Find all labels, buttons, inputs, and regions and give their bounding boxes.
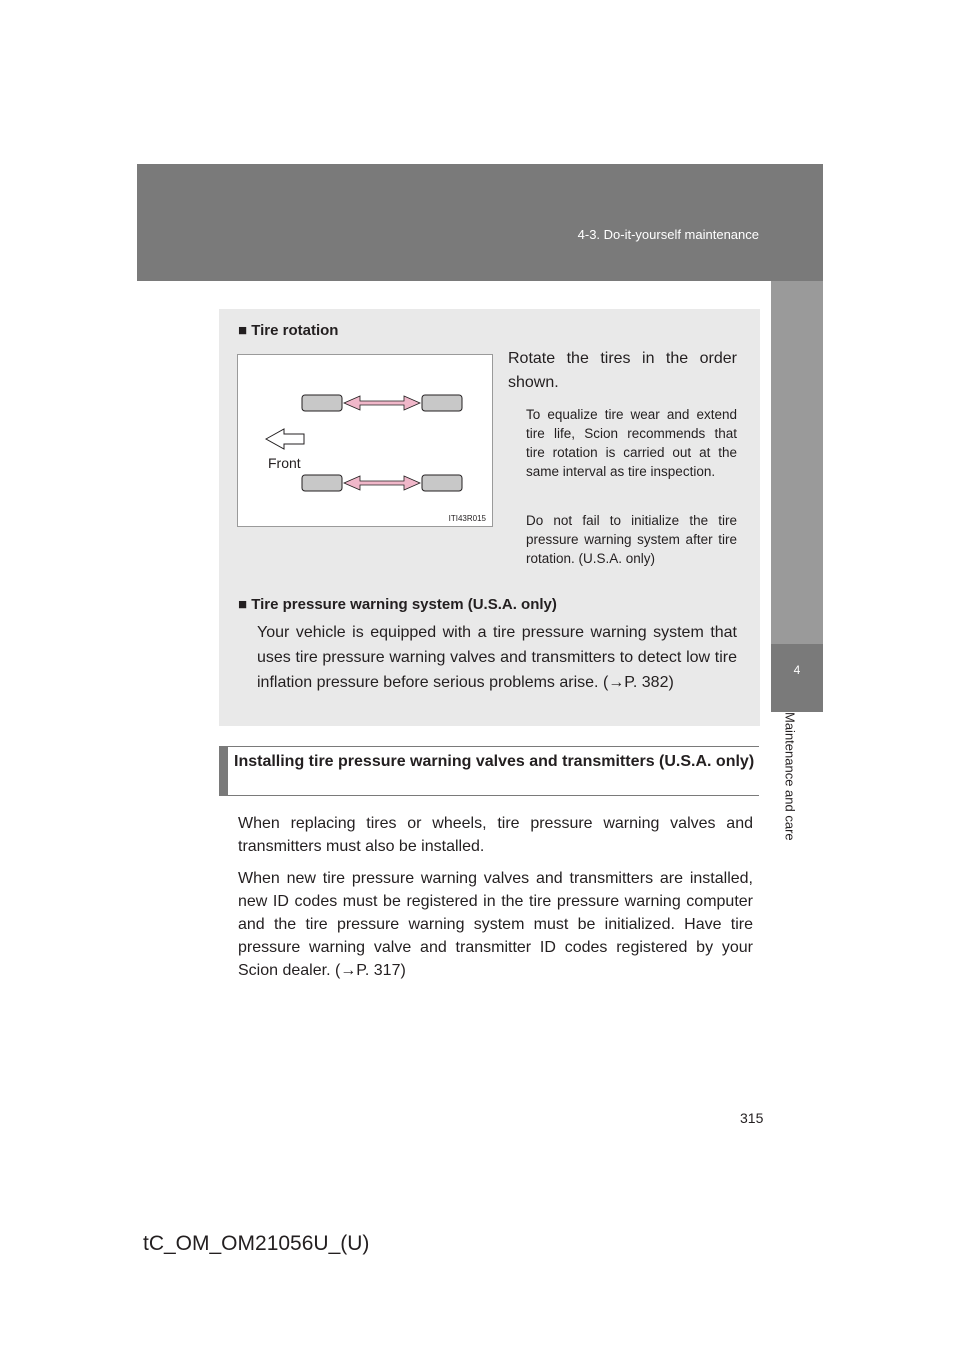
tire-rotation-diagram — [237, 354, 493, 527]
tire-front-left — [302, 395, 342, 411]
rotation-arrow-bottom — [344, 476, 420, 490]
tpws-heading: ■ Tire pressure warning system (U.S.A. only) — [238, 596, 557, 613]
rotation-arrow-top — [344, 396, 420, 410]
tpws-text: Your vehicle is equipped with a tire pressure warning system that uses tire pressure warning valves and transmitters to detect low tire inflation pressure before serious problems arise. (→P. 382) — [257, 624, 737, 691]
page-number: 315 — [740, 1110, 764, 1126]
side-tab-background — [771, 281, 823, 644]
rotation-instruction: Rotate the tires in the order shown. — [508, 350, 737, 391]
front-arrow-icon — [266, 429, 304, 449]
installing-paragraph-2: When new tire pressure warning valves and transmitters are installed, new ID codes must be registered in the tire pressure warning computer and the tire pressure warning system must be initialized. Have tire pressure warning valve and transmitter ID codes registered by your Scion dealer. (→P. 317) — [238, 870, 753, 979]
chapter-label-tab — [771, 712, 823, 882]
document-code: tC_OM_OM21056U_(U) — [143, 1232, 370, 1255]
diagram-code: ITI43R015 — [448, 514, 486, 523]
installing-paragraph-1: When replacing tires or wheels, tire pressure warning valves and transmitters must also be installed. — [238, 815, 753, 855]
tire-front-right — [302, 475, 342, 491]
tire-rotation-heading: ■ Tire rotation — [238, 322, 339, 339]
section-label: 4-3. Do-it-yourself maintenance — [577, 227, 759, 242]
info-box — [219, 309, 760, 726]
rotation-note-1: To equalize tire wear and extend tire life, Scion recommends that tire rotation is carried out at the same interval as tire inspection. — [526, 407, 737, 479]
front-label: Front — [268, 455, 301, 471]
chapter-label: Maintenance and care — [782, 712, 798, 841]
installing-heading: Installing tire pressure warning valves and transmitters (U.S.A. only) — [219, 746, 759, 796]
tire-rear-right — [422, 475, 462, 491]
rotation-note-2: Do not fail to initialize the tire pressure warning system after tire rotation. (U.S.A. only) — [526, 513, 737, 566]
header-band — [137, 164, 823, 281]
chapter-number-tab[interactable]: 4 — [771, 644, 823, 712]
tire-rear-left — [422, 395, 462, 411]
